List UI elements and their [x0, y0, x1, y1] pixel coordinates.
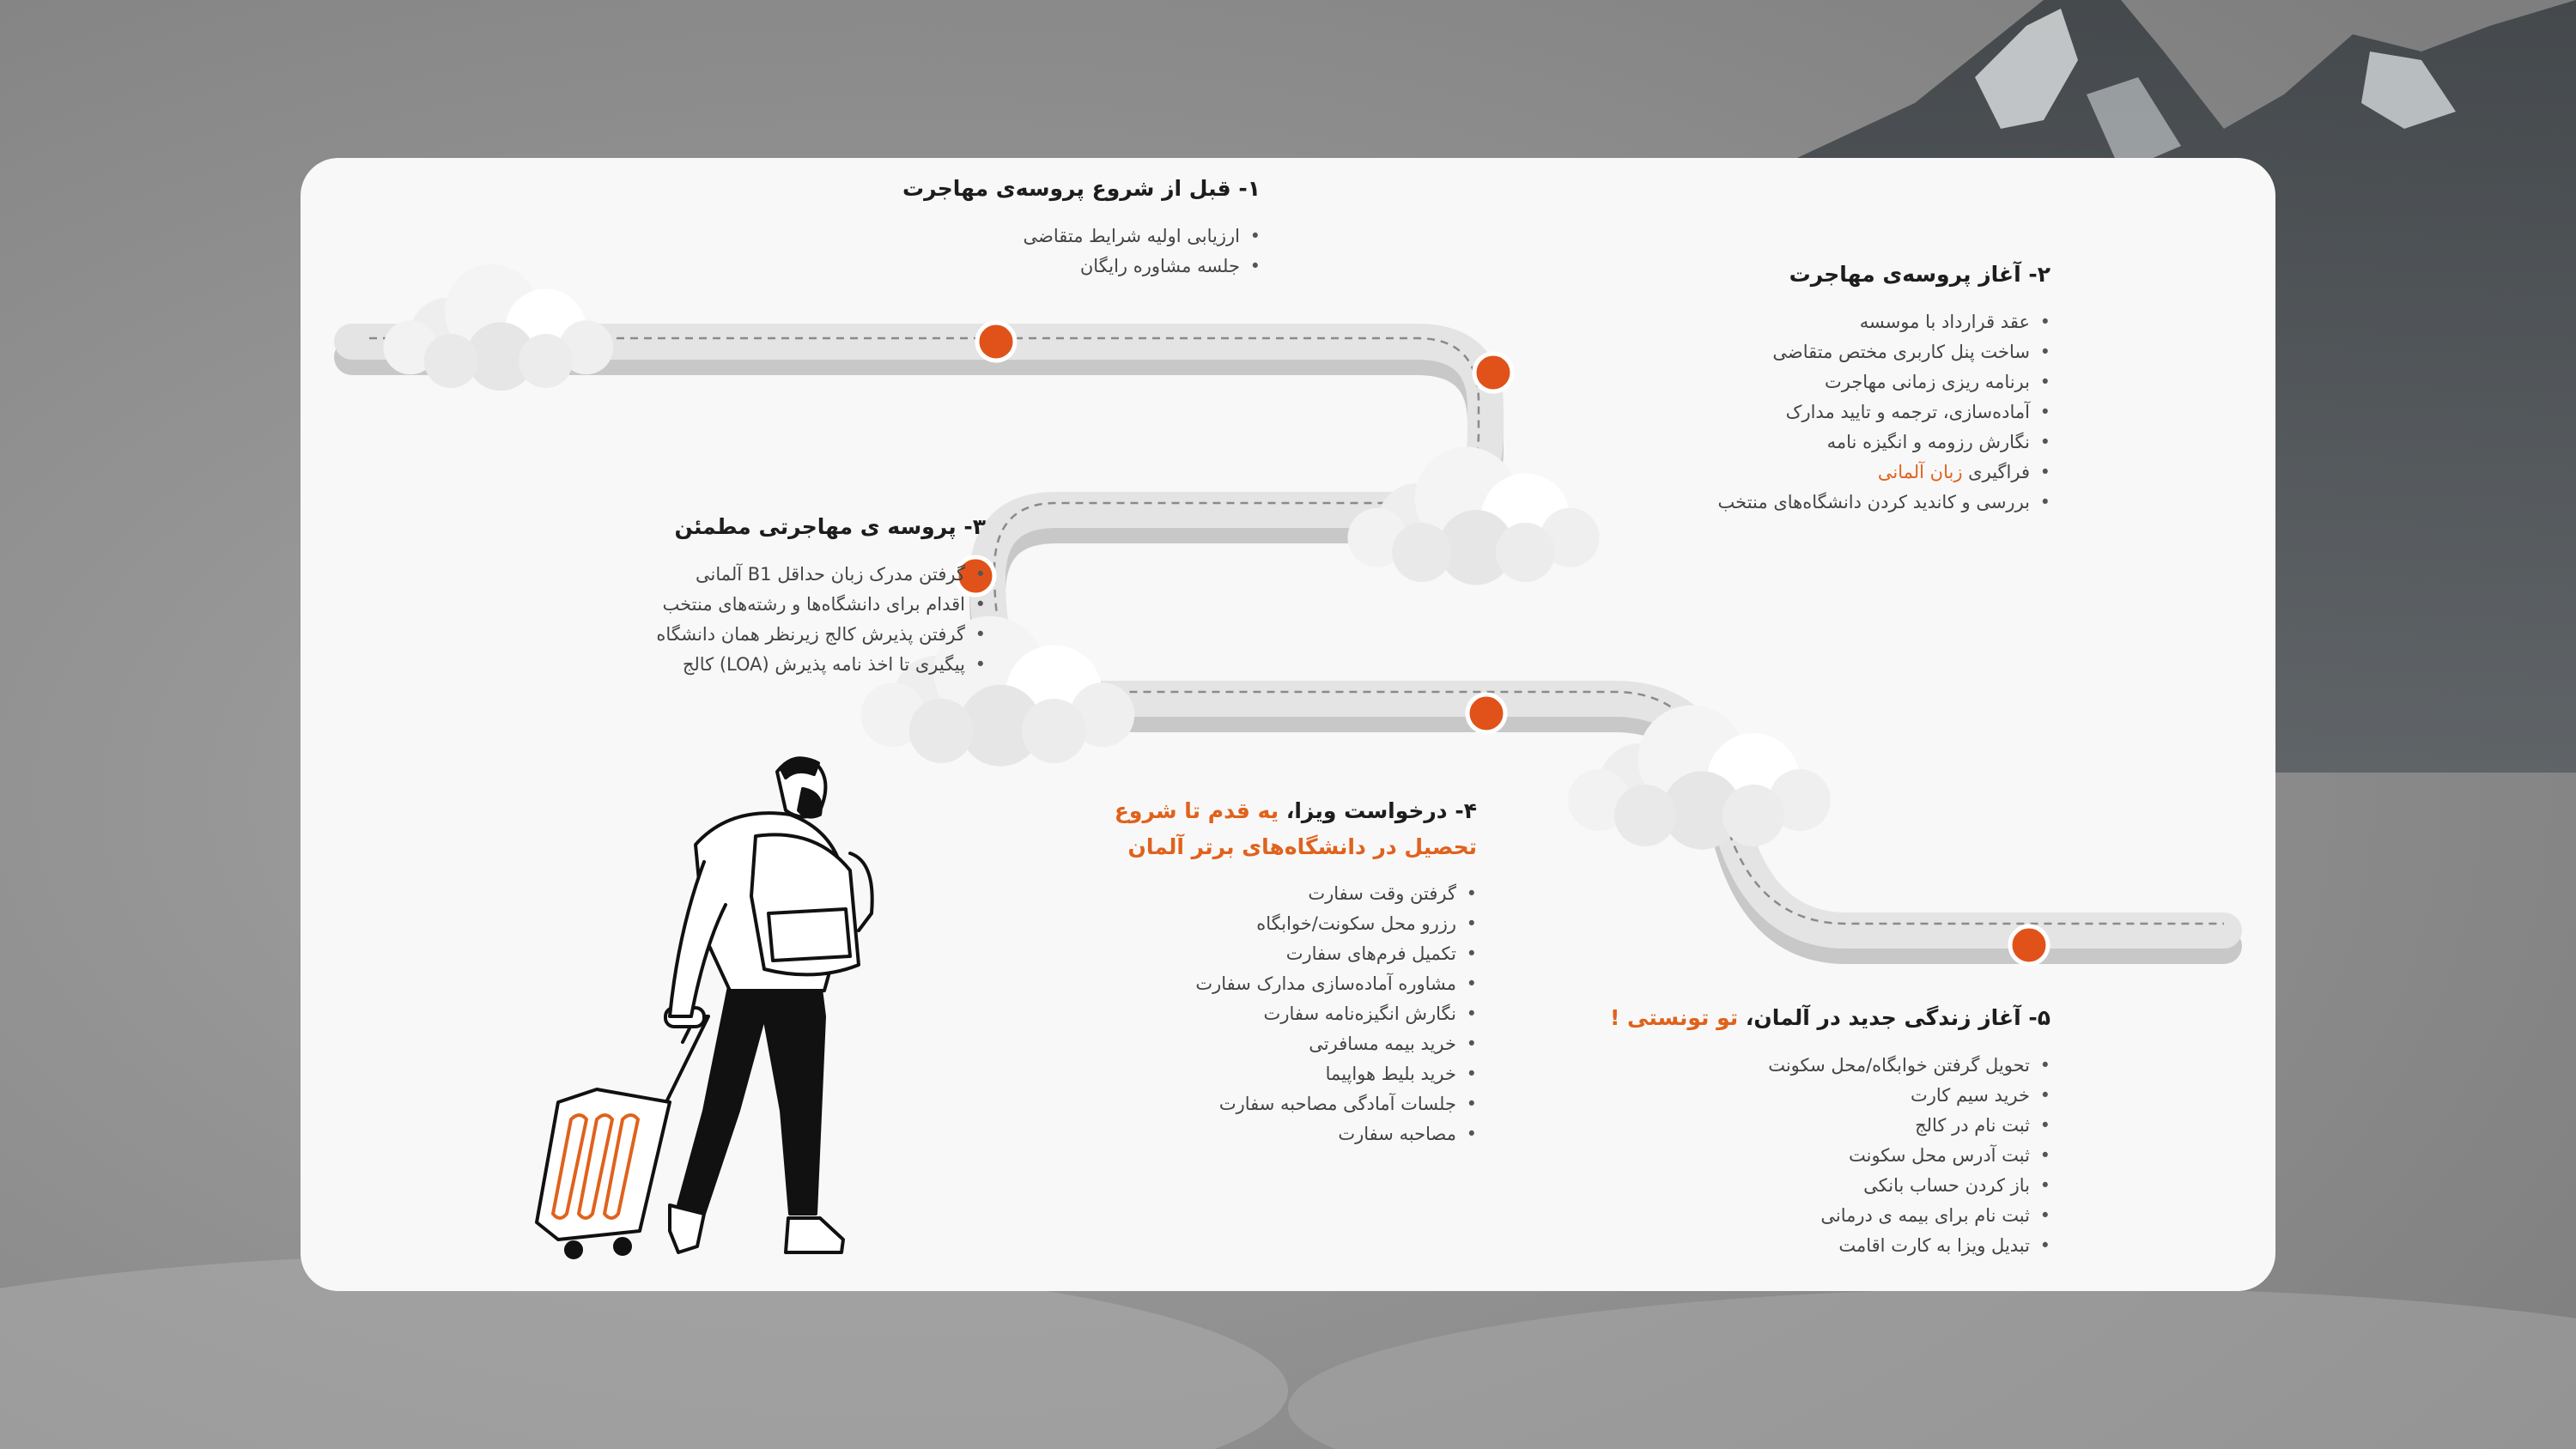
list-item: • ثبت آدرس محل سکونت [1587, 1141, 2050, 1171]
list-item: • جلسات آمادگی مصاحبه سفارت [962, 1089, 1477, 1119]
list-item: • نگارش رزومه و انگیزه نامه [1570, 427, 2050, 458]
list-item: • ثبت نام در کالج [1587, 1111, 2050, 1141]
step-1-list [814, 221, 1261, 282]
list-item: • نگارش انگیزه‌نامه سفارت [962, 999, 1477, 1029]
step-4-title [962, 793, 1477, 865]
step-3-block [539, 508, 986, 680]
traveler-illustration [537, 758, 872, 1258]
step-5-title-highlight: تو تونستی ! [1609, 1005, 1739, 1030]
list-item: • پیگیری تا اخذ نامه پذیرش (LOA) کالج [539, 650, 986, 680]
step-4-list [962, 879, 1477, 1149]
step-2-marker [1474, 354, 1512, 391]
list-item: • خرید بیمه مسافرتی [962, 1029, 1477, 1059]
step-5-block [1587, 999, 2050, 1261]
step-5-title-prefix: ۵- آغاز زندگی جدید در آلمان، [1738, 1005, 2050, 1030]
step-1-title: ۱- قبل از شروع پروسه‌ی مهاجرت [902, 176, 1261, 201]
step-5-title [1587, 999, 2050, 1037]
list-item: • باز کردن حساب بانکی [1587, 1171, 2050, 1201]
step-3-title: ۳- پروسه ی مهاجرتی مطمئن [674, 514, 986, 539]
list-item: • ساخت پنل کاربری مختص متقاضی [1570, 337, 2050, 367]
step-4-title-prefix: ۴- درخواست ویزا، [1279, 798, 1477, 823]
step-1-marker [977, 323, 1015, 361]
list-item: • گرفتن وقت سفارت [962, 879, 1477, 909]
list-item: • رزرو محل سکونت/خوابگاه [962, 909, 1477, 939]
step-4-block [962, 793, 1477, 1149]
step-5-marker [2010, 926, 2048, 964]
list-item: • گرفتن پذیرش کالج زیرنظر همان دانشگاه [539, 620, 986, 650]
list-item: • تکمیل فرم‌های سفارت [962, 939, 1477, 969]
list-item: • ثبت نام برای بیمه ی درمانی [1587, 1201, 2050, 1231]
step-2-title: ۲- آغاز پروسه‌ی مهاجرت [1789, 262, 2050, 287]
list-item: • تبدیل ویزا به کارت اقامت [1587, 1231, 2050, 1261]
step-2-block [1570, 256, 2050, 518]
list-item: • بررسی و کاندید کردن دانشگاه‌های منتخب [1570, 488, 2050, 518]
step-3-list [539, 560, 986, 680]
list-item: • خرید سیم کارت [1587, 1081, 2050, 1111]
step-2-list [1570, 307, 2050, 518]
list-item: • مشاوره آماده‌سازی مدارک سفارت [962, 969, 1477, 999]
list-item: • برنامه ریزی زمانی مهاجرت [1570, 367, 2050, 397]
list-item: • خرید بلیط هواپیما [962, 1059, 1477, 1089]
list-item: • اقدام برای دانشگاه‌ها و رشته‌های منتخب [539, 590, 986, 620]
list-item: • ارزیابی اولیه شرایط متقاضی [814, 221, 1261, 252]
list-item: • عقد قرارداد با موسسه [1570, 307, 2050, 337]
step-4-marker [1467, 694, 1505, 732]
german-language-highlight: زبان آلمانی [1877, 462, 1963, 482]
list-item-highlight [1570, 458, 2050, 488]
step-4-title-highlight-2: تحصیل در دانشگاه‌های برتر آلمان [1127, 834, 1477, 859]
step-5-list [1587, 1051, 2050, 1261]
step-1-block [814, 170, 1261, 282]
list-item: • گرفتن مدرک زبان حداقل B1 آلمانی [539, 560, 986, 590]
step-4-title-highlight-1: یه قدم تا شروع [1114, 798, 1279, 823]
list-item: • جلسه مشاوره رایگان [814, 252, 1261, 282]
list-item-prefix: فراگیری [1962, 462, 2030, 482]
list-item: • مصاحبه سفارت [962, 1119, 1477, 1149]
list-item: • آماده‌سازی، ترجمه و تایید مدارک [1570, 397, 2050, 427]
list-item: • تحویل گرفتن خوابگاه/محل سکونت [1587, 1051, 2050, 1081]
roadmap-card [301, 158, 2275, 1291]
